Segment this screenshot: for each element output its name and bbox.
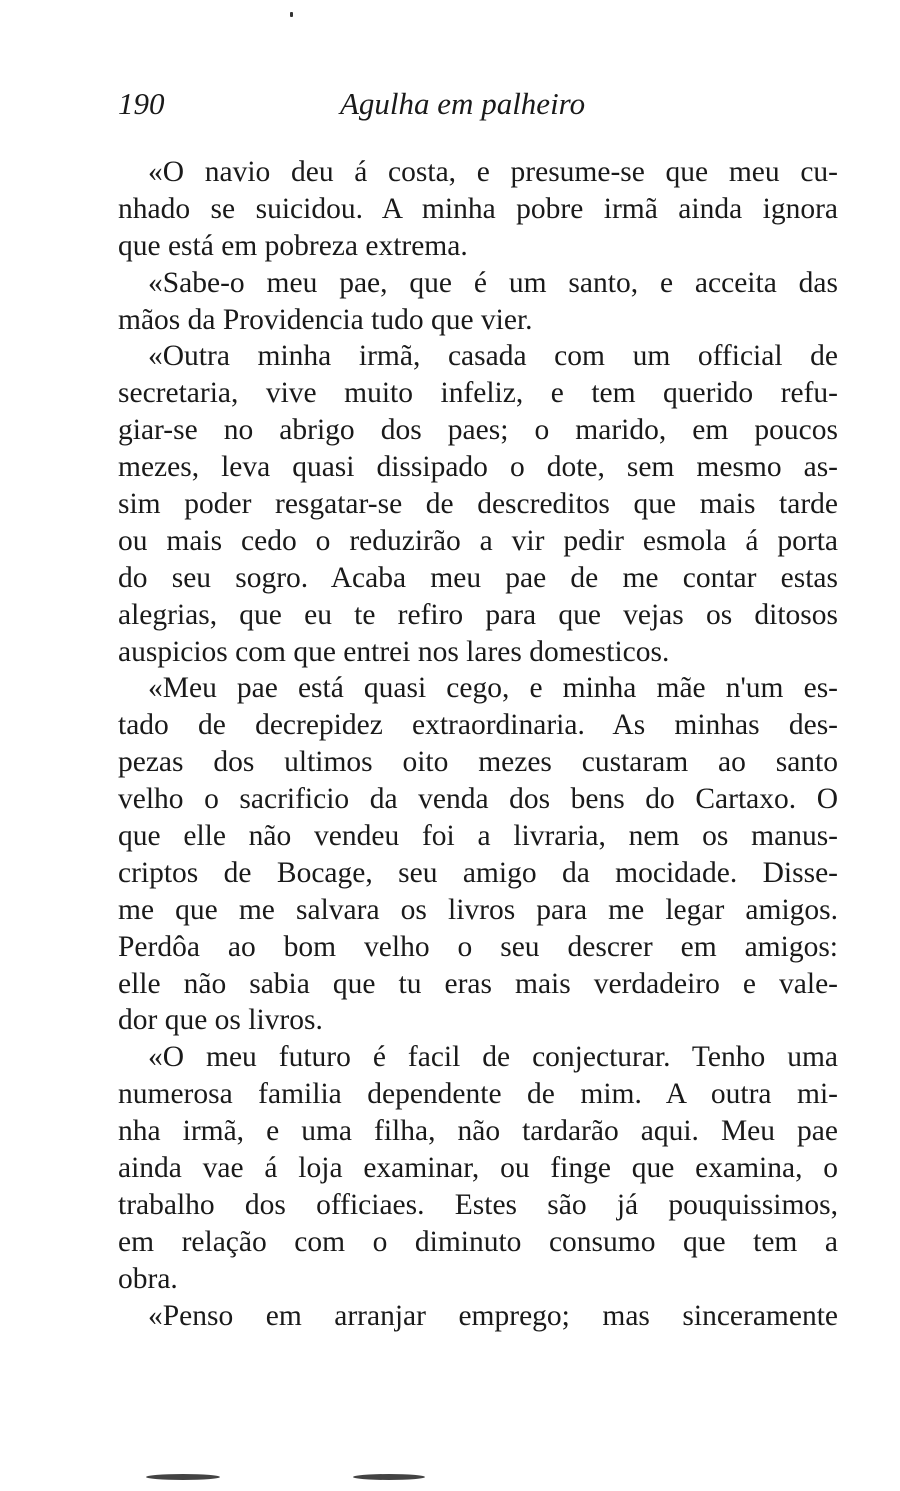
text-line: elle não sabia que tu eras mais verdadeiro e vale- bbox=[118, 967, 838, 1000]
text-line: «O meu futuro é facil de conjecturar. Tenho uma bbox=[148, 1041, 838, 1074]
text-line: secretaria, vive muito infeliz, e tem querido refu- bbox=[118, 377, 838, 410]
text-line: ou mais cedo o reduzirão a vir pedir esmola á porta bbox=[118, 524, 838, 557]
text-line: nhado se suicidou. A minha pobre irmã ainda ignora bbox=[118, 192, 838, 225]
text-line: «O navio deu á costa, e presume-se que meu cu- bbox=[148, 156, 838, 188]
text-line: mãos da Providencia tudo que vier. bbox=[118, 303, 533, 336]
text-line: velho o sacrificio da venda dos bens do Cartaxo. O bbox=[118, 783, 838, 816]
page-number: 190 bbox=[118, 86, 165, 121]
running-title: Agulha em palheiro bbox=[340, 86, 586, 121]
ink-smudge bbox=[353, 1474, 425, 1480]
text-line: «Meu pae está quasi cego, e minha mãe n'um es- bbox=[148, 672, 838, 705]
text-line: nha irmã, e uma filha, não tardarão aqui. Meu pae bbox=[118, 1115, 838, 1148]
body-text bbox=[118, 154, 838, 1335]
text-line: Perdôa ao bom velho o seu descrer em amigos: bbox=[118, 930, 838, 963]
text-line: trabalho dos officiaes. Estes são já pouquissimos, bbox=[118, 1188, 838, 1221]
text-line: «Sabe-o meu pae, que é um santo, e acceita das bbox=[148, 266, 838, 299]
text-line: tado de decrepidez extraordinaria. As minhas des- bbox=[118, 709, 838, 742]
text-line: obra. bbox=[118, 1262, 178, 1295]
text-line: giar-se no abrigo dos paes; o marido, em poucos bbox=[118, 414, 838, 447]
text-line: ainda vae á loja examinar, ou finge que examina, o bbox=[118, 1152, 838, 1185]
text-line: que elle não vendeu foi a livraria, nem os manus- bbox=[118, 820, 838, 853]
text-line: sim poder resgatar-se de descreditos que mais tarde bbox=[118, 488, 838, 521]
text-line: que está em pobreza extrema. bbox=[118, 229, 468, 262]
text-line: pezas dos ultimos oito mezes custaram ao santo bbox=[118, 746, 838, 779]
page-header bbox=[118, 82, 838, 126]
ink-speck bbox=[290, 12, 293, 17]
text-line: numerosa familia dependente de mim. A outra mi- bbox=[118, 1078, 838, 1111]
text-line: alegrias, que eu te refiro para que vejas os ditosos bbox=[118, 598, 838, 631]
text-line: em relação com o diminuto consumo que tem a bbox=[118, 1225, 838, 1258]
text-line: mezes, leva quasi dissipado o dote, sem mesmo as- bbox=[118, 451, 838, 484]
text-line: criptos de Bocage, seu amigo da mocidade. Disse- bbox=[118, 856, 838, 889]
text-line: do seu sogro. Acaba meu pae de me contar estas bbox=[118, 561, 838, 594]
text-line: me que me salvara os livros para me legar amigos. bbox=[118, 893, 838, 926]
text-line: dor que os livros. bbox=[118, 1004, 323, 1037]
text-line: «Outra minha irmã, casada com um official de bbox=[148, 340, 838, 373]
text-line: auspicios com que entrei nos lares domesticos. bbox=[118, 635, 670, 668]
text-line: «Penso em arranjar emprego; mas sinceramente bbox=[148, 1299, 838, 1332]
ink-smudge bbox=[146, 1474, 220, 1480]
